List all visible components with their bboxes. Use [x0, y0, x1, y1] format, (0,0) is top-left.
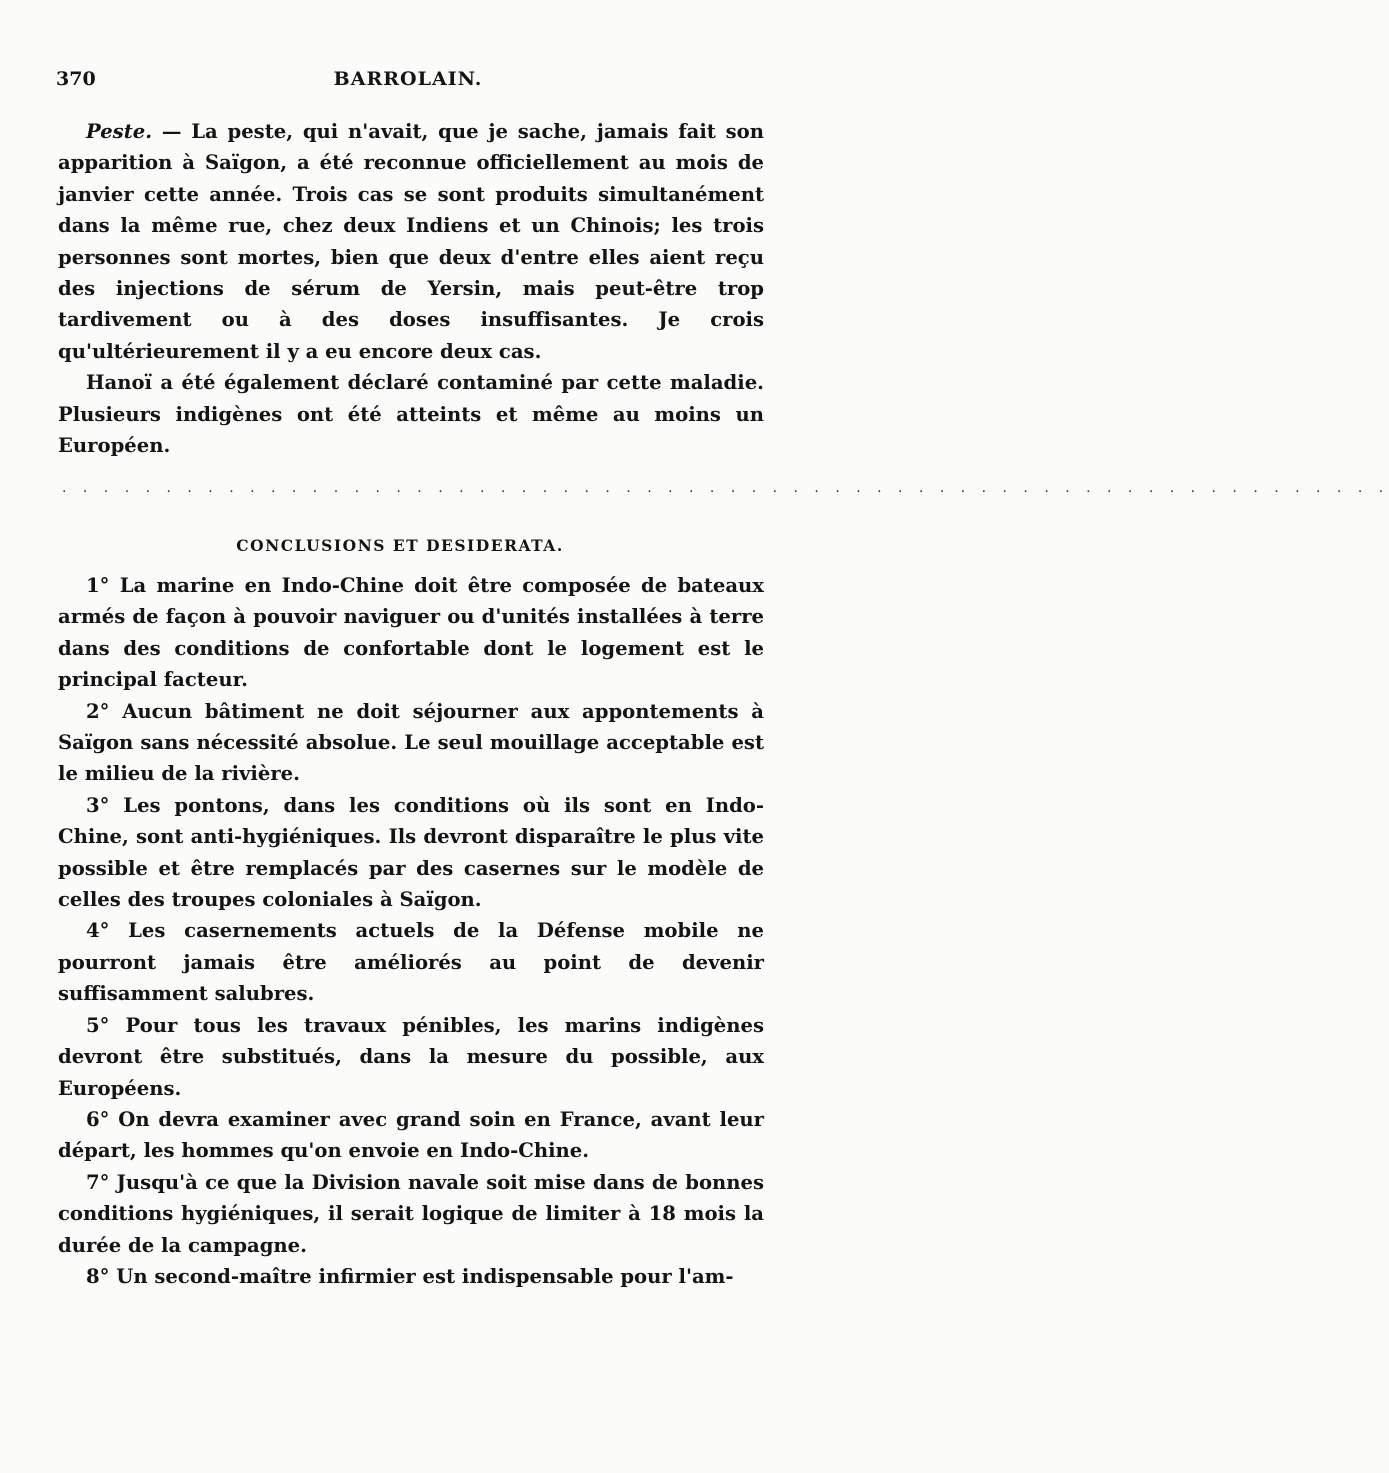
running-head: BARROLAIN. — [333, 68, 483, 90]
conclusion-item: 5° Pour tous les travaux pénibles, les marins indigènes devront être substitués, dans la mesure du possible, aux Européens. — [58, 1013, 764, 1100]
conclusion-item: 6° On devra examiner avec grand soin en France, avant leur départ, les hommes qu'on envoie en Indo-Chine. — [58, 1107, 764, 1163]
dotted-separator: . . . . . . . . . . . . . . . . . . . . . . . . . . . . . . . . . . . . . . . . . . . . . . . . . . . . . . . . . . . . . . . . — [62, 480, 1389, 496]
hanoi-paragraph: Hanoï a été également déclaré contaminé par cette maladie. Plusieurs indigènes ont été atteints et même au moins un Européen. — [58, 371, 764, 458]
plague-paragraph-text: — La peste, qui n'avait, que je sache, jamais fait son apparition à Saïgon, a été reconnue officiellement au mois de janvier cette année. Trois cas se sont produits simultanément dans la même rue, chez deux Indiens et un Chinois; les trois personnes sont mortes, bien que deux d'entre elles aient reçu des injections de sérum de Yersin, mais peut-être trop tardivement ou à des doses insuffisantes. Je crois qu'ultérieurement il y a eu encore deux cas. — [58, 120, 764, 363]
plague-section — [58, 116, 764, 461]
plague-paragraph — [58, 116, 764, 367]
section-keyword: Peste. — [86, 120, 153, 143]
page-number: 370 — [56, 68, 96, 90]
section-title: CONCLUSIONS ET DESIDERATA. — [236, 536, 564, 555]
page-header — [56, 68, 760, 100]
conclusion-item: 3° Les pontons, dans les conditions où ils sont en Indo-Chine, sont anti-hygiéniques. Ils devront disparaître le plus vite possible et être remplacés par des casernes sur le modèle de celles des troupes coloniales à Saïgon. — [58, 793, 764, 912]
conclusion-item: 7° Jusqu'à ce que la Division navale soit mise dans de bonnes conditions hygiéniques, il serait logique de limiter à 18 mois la durée de la campagne. — [58, 1170, 764, 1257]
conclusions-list — [58, 570, 764, 1292]
conclusion-item: 4° Les casernements actuels de la Défense mobile ne pourront jamais être améliorés au point de devenir suffisamment salubres. — [58, 919, 764, 1006]
conclusion-item: 2° Aucun bâtiment ne doit séjourner aux appontements à Saïgon sans nécessité absolue. Le seul mouillage acceptable est le milieu de la rivière. — [58, 699, 764, 786]
conclusion-item: 1° La marine en Indo-Chine doit être composée de bateaux armés de façon à pouvoir naviguer ou d'unités installées à terre dans des conditions de confortable dont le logement est le principal facteur. — [58, 574, 764, 692]
conclusion-item: 8° Un second-maître infirmier est indispensable pour l'am- — [86, 1264, 734, 1288]
